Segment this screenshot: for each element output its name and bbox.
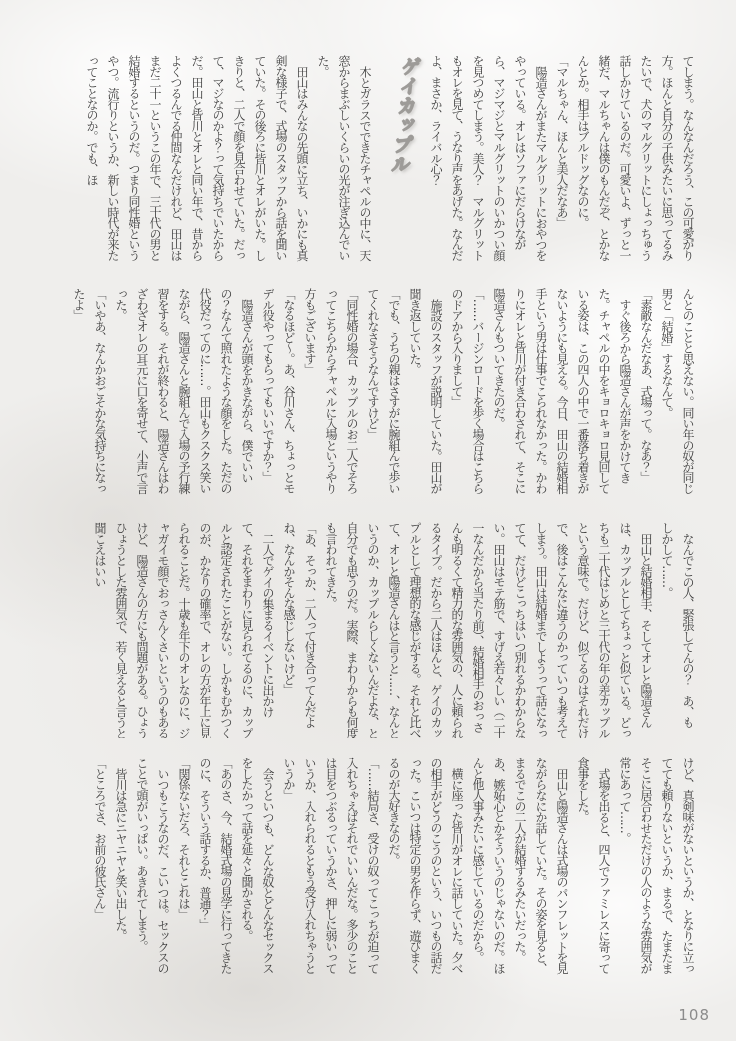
paragraph: 木とガラスでできたチャペルの中に、天窓からまぶしいくらいの光が注ぎ込んでいた。: [316, 55, 372, 261]
paragraph-dialogue: 「なるほど〜。あ、谷川さん、ちょっとモデル役やってもらってもいいですか？」: [261, 288, 296, 494]
paragraph: てしまう。なんなんだろう、この可愛がり方。ほんと自分の子供みたいに思ってるみたいで、犬のマルグリットにしょっちゅう話しかけているのだ。可愛いよ、ずっと一緒だ、マルちゃんは僕のもんだぞ、とかなんとか。相手はブルドッグなのに。: [576, 55, 695, 261]
paragraph-dialogue: 「あのさ、今、結婚式場の見学に行ってきたのに、そういう話するか、普通？」: [198, 757, 233, 974]
paragraph-dialogue: 「ところでさ、お前の彼氏さん」: [93, 757, 107, 920]
paragraph: んとのことと思えない。同い年の奴が同じ男と「結婚」するなんて。: [660, 288, 695, 494]
paragraph: 二人でゲイの集まるイベントに出かけて、それをまわりに見られてるのに、カップルと認定されたことがない。しかもむかつくのが、かなりの確率で、オレの方が年上に見られることだ。十歳も年下のオレなのに、ジャガイモ顔でおっさんくさいというのもあるけど、陽造さんの方にも問題がある。ひょうひょうとした雰囲気で、若く見えると言うと聞こえはいい: [93, 522, 275, 738]
page-number: 108: [678, 1006, 710, 1024]
paragraph-dialogue: 「でも、うちの親はさすがに腕組んで歩いてくれなさそうなんですけど」: [366, 288, 401, 494]
paragraph-dialogue: 「マルちゃん、ほんと美人だなあ」: [555, 55, 569, 228]
paragraph-dialogue: 「……バージンロードを歩く場合はこちらのドアから入りまして」: [450, 288, 485, 494]
paragraph-dialogue: 「……結局さ、受けの奴ってこっちが迫って入れちゃえばそれでいいんだな。多少のことは目をつぶるっていうかさ、押しに弱いっていうか、入れられるともう受け入れちゃうというか」: [282, 757, 380, 974]
paragraph: 施設のスタッフが説明していた。田山が聞き返していた。: [408, 288, 443, 494]
paragraph: 式場を出ると、四人でファミレスに寄って食事をした。: [576, 757, 611, 974]
section-heading: ゲイカップル: [387, 57, 422, 174]
paragraph: 陽造さんが頭をかきながら、僕でいいの？なんて照れたような顔をした。ただの代役だってのに……。田山もクスクス笑いながら、陽造さんと腕組んで入場の予行練習をする。それが終わると、陽造さんはわざわざオレの耳元に口を寄せて、小声で言った。: [114, 288, 254, 494]
paragraph: 皆川は急にニヤニヤと笑い出した。: [114, 768, 128, 941]
paragraph: 田山はみんなの先頭に立ち、いかにも真剣な様子で、式場のスタッフから話を聞いていた。その後ろに皆川とオレがいた。しきりと、二人で顔を見合わせていた。だって、マジなのかよ？って気持ちでいたからだ。田山と皆川とオレと同い年で、昔からよくつるんでる仲間なんだけれど、田山はまだ二十一というこの年で、三十代の男と結婚するというのだ。つまり同性婚というやつ。流行りというか、新しい時代が来たってことなのか。でも、ほ: [85, 55, 309, 261]
text-band-3: [42, 522, 698, 738]
paragraph: けど、真剣味がないというか、となりに立ってても頼りないというか、まるで、たまたまそこに居合わせただけの人のような雰囲気が常にあって……。: [618, 757, 695, 974]
paragraph-dialogue: 「素敵なんだなあ、式場って。なあ？」: [639, 288, 653, 483]
paragraph-dialogue: 「関係ないだろ、それとこれは」: [177, 757, 191, 920]
paragraph-dialogue: 「あ、そっか、二人って付き合ってんだよね、なんかそんな感じしないけど」: [282, 522, 317, 728]
paragraph: すぐ後ろから陽造さんが声をかけてきた。チャペルの中をキョロキョロ見回している姿は、この四人の中で一番落ち着きがないようにも見える。今日、田山の結婚相手という男は仕事でこられなかった。かわりにオレと皆川が付き合わされて、そこに陽造さんもついてきたのだ。: [492, 288, 632, 494]
paragraph: 田山と陽造さんは式場のパンフレットを見ながらなにか話していた。その姿を見ると、まるでこの二人が結婚するみたいだった。あ、嫉妬心とかそういうのじゃないのだ。ほんと他人事みたいに感じているのだから。: [471, 757, 569, 974]
paragraph: 陽造さんがまたマルグリットにおやつをやっている。オレはソファにだらけながら、マジマジとマルグリットのいかつい顔を見つめてしまう。美人？ マルグリットもオレを見て、うなり声をあげた。なんだよ、まさか、ライバル心？: [429, 55, 548, 261]
paragraph-dialogue: 「いやあ、なんかおごそかな気持ちになったよ」: [72, 288, 107, 494]
paragraph: 会うといつも、どんな奴とどんなセックスをしたかって話を延々と聞かされる。: [240, 757, 275, 974]
paragraph: 横に座った皆川がオレに話していた。夕べの相手がどうのこうのという、いつもの話だった。こいつは特定の男を作らず、遊びまくるのが大好きなのだ。: [387, 757, 464, 974]
paragraph-dialogue: 「同性婚の場合、カップルのお二人でそろってこちらからチャペルに入場というやり方もございます」: [303, 288, 359, 494]
text-band-2: [42, 288, 698, 501]
text-band-4: [42, 757, 698, 983]
paragraph: なんでこの人、緊張してんの？ あ、もしかして……。: [660, 522, 695, 728]
paragraph: いつもこうなのだ、こいつは。セックスのことで頭がいっぱい。あきれてしまう。: [135, 757, 170, 974]
text-band-1: [42, 55, 698, 267]
paragraph: 田山と結婚相手、そしてオレと陽造さんは、カップルとしてちょっと似ている。どっちも二十代はじめと三十代の年の差カップルという意味で。だけど、似てるのはそれだけで、後はこんなに違うのかっていつも考えてしまう。田山は結婚までしようって話になってて、だけどこっちはいつ別れるかわからない。田山はモテ筋で、すげえ若々しい（二十一なんだから当たり前）、結婚相手のおっさんも明るくて精力的な雰囲気の、人に頼られるタイプ。だから二人はほんと、ゲイのカップルとして理想的な感じがする。それと比べて、オレと陽造さんはと言うと……、なんというのか、カップルらしくないんだよな、と自分でも思うのだ。実際、まわりからも何度も言われてきた。: [324, 522, 653, 738]
